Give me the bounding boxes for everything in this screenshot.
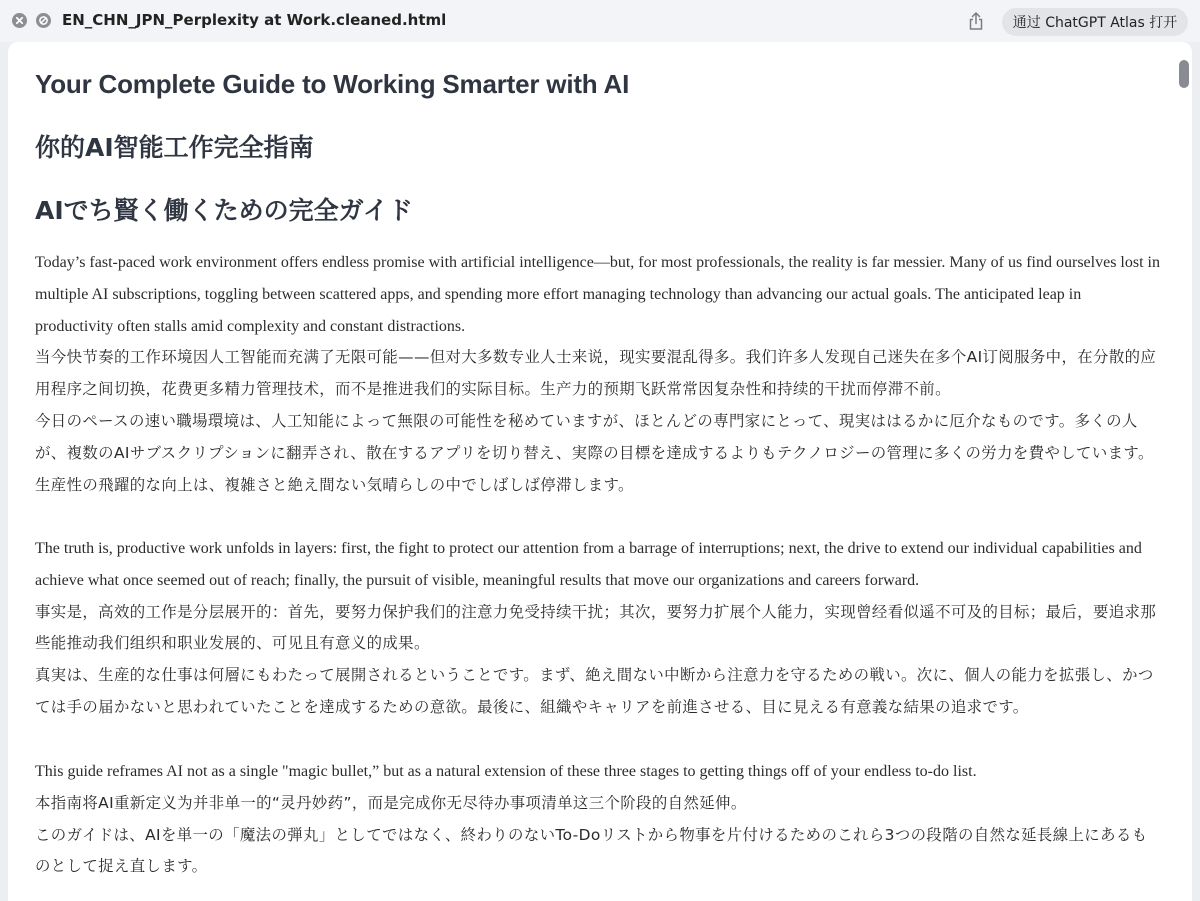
title-chinese: 你的AI智能工作完全指南 — [35, 133, 314, 162]
document-page — [8, 42, 1192, 901]
paragraph-japanese: 今日のペースの速い職場環境は、人工知能によって無限の可能性を秘めていますが、ほとんどの専門家にとって、現実ははるかに厄介なものです。多くの人が、複数のAIサブスクリプションに翻弄され、散在するアプリを切り替え、実際の目標を達成するよりもテクノロジーの管理に多くの労力を費やしています。生産性の飛躍的な向上は、複雑さと絶え間ない気晴らしの中でしばしば停滞します。 — [35, 411, 1154, 494]
paragraph-chinese: 本指南将AI重新定义为并非单一的“灵丹妙药”，而是完成你无尽待办事项清单这三个阶段的自然延伸。 — [35, 793, 747, 812]
title-japanese: AIでち賢く働くための完全ガイド — [35, 196, 413, 225]
paragraph-chinese: 事实是，高效的工作是分层展开的：首先，要努力保护我们的注意力免受持续干扰；其次，要努力扩展个人能力，实现曾经看似遥不可及的目标；最后，要追求那些能推动我们组织和职业发展的、可见且有意义的成果。 — [35, 602, 1157, 653]
paragraph-english: This guide reframes AI not as a single "magic bullet,” but as a natural extension of these three stages to getting things off of your endless to-do list. — [35, 763, 977, 780]
window-title: EN_CHN_JPN_Perplexity at Work.cleaned.html — [62, 11, 447, 29]
open-in-atlas-button[interactable]: 通过 ChatGPT Atlas 打开 — [1002, 8, 1188, 36]
title-bar — [0, 0, 1200, 42]
paragraph-group — [35, 756, 1160, 883]
share-icon[interactable] — [965, 10, 987, 32]
paragraph-english: Today’s fast-paced work environment offers endless promise with artificial intelligence—but, for most professionals, the reality is far messier. Many of us find ourselves lost in multiple AI subscriptions, toggling between scattered apps, and spending more effort managing technology than advancing our actual goals. The anticipated leap in productivity often stalls amid complexity and constant distractions. — [35, 254, 1160, 335]
paragraph-japanese: このガイドは、AIを単一の「魔法の弾丸」としてではなく、終わりのないTo-Doリストから物事を片付けるためのこれら3つの段階の自然な延長線上にあるものとして捉え直します。 — [35, 825, 1148, 876]
title-english: Your Complete Guide to Working Smarter with AI — [35, 69, 630, 99]
close-icon[interactable] — [12, 13, 27, 28]
paragraph-group — [35, 533, 1160, 724]
paragraph-english: The truth is, productive work unfolds in layers: first, the fight to protect our attention from a barrage of interruptions; next, the drive to extend our individual capabilities and achieve what once seemed out of reach; finally, the pursuit of visible, meaningful results that move our organizations and careers forward. — [35, 540, 1142, 589]
paragraph-japanese: 真実は、生産的な仕事は何層にもわたって展開されるということです。まず、絶え間ない中断から注意力を守るための戦い。次に、個人の能力を拡張し、かつては手の届かないと思われていたことを達成するための意欲。最後に、組織やキャリアを前進させる、目に見える有意義な結果の追求です。 — [35, 666, 1154, 716]
scrollbar-thumb[interactable] — [1179, 60, 1189, 88]
block-icon[interactable] — [36, 13, 51, 28]
paragraph-group — [35, 247, 1160, 501]
paragraph-chinese: 当今快节奏的工作环境因人工智能而充满了无限可能——但对大多数专业人士来说，现实要混乱得多。我们许多人发现自己迷失在多个AI订阅服务中，在分散的应用程序之间切换，花费更多精力管理技术，而不是推进我们的实际目标。生产力的预期飞跃常常因复杂性和持续的干扰而停滞不前。 — [35, 348, 1157, 399]
